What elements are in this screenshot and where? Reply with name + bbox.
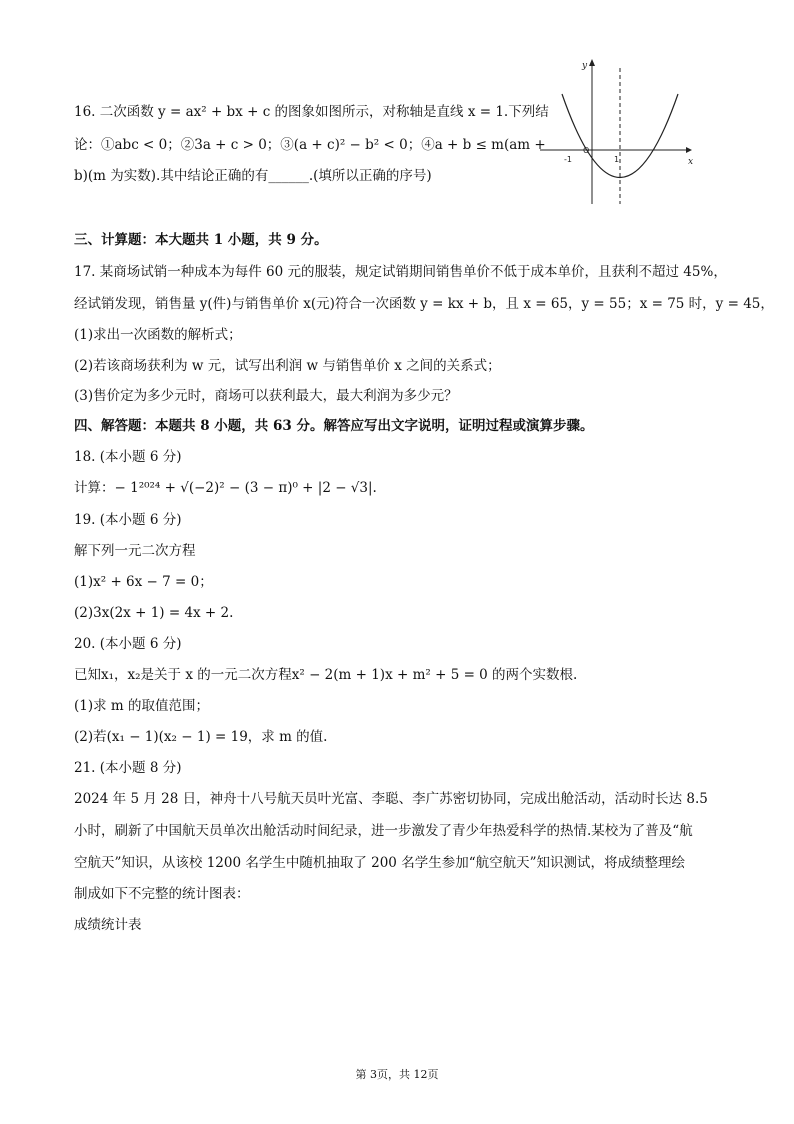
- q21-line-4: 制成如下不完整的统计图表：: [74, 886, 250, 902]
- q17-line-1: 17. 某商场试销一种成本为每件 60 元的服装，规定试销期间销售单价不低于成本单价，且获利不超过 45%，: [74, 264, 727, 280]
- q17-line-3: (1)求出一次函数的解析式；: [74, 327, 242, 343]
- graph-y-label: y: [582, 61, 588, 71]
- graph-x-label: x: [688, 157, 694, 167]
- q20-line-1: 已知x₁，x₂是关于 x 的一元二次方程x² − 2(m + 1)x + m² + 5 = 0 的两个实数根.: [74, 667, 578, 683]
- q20-title: 20. (本小题 6 分): [74, 636, 182, 652]
- q21-title: 21. (本小题 8 分): [74, 760, 182, 776]
- graph-x-arrow: [686, 147, 692, 153]
- q19-title: 19. (本小题 6 分): [74, 512, 182, 528]
- graph-origin: O: [583, 146, 590, 155]
- q20-line-3: (2)若(x₁ − 1)(x₂ − 1) = 19，求 m 的值.: [74, 729, 328, 745]
- q16-line-2: 论：①abc < 0；②3a + c > 0；③(a + c)² − b² < 0；④a + b ≤ m(am +: [74, 137, 546, 153]
- q16-line-1: 16. 二次函数 y = ax² + bx + c 的图象如图所示，对称轴是直线 x = 1.下列结: [74, 104, 549, 120]
- graph-tick-1: 1: [614, 155, 620, 164]
- q18-line-1: 计算：− 1²⁰²⁴ + √(−2)² − (3 − π)⁰ + |2 − √3|.: [74, 480, 377, 496]
- q19-line-3: (2)3x(2x + 1) = 4x + 2.: [74, 605, 234, 621]
- q20-line-2: (1)求 m 的取值范围；: [74, 698, 210, 714]
- q21-line-1: 2024 年 5 月 28 日，神舟十八号航天员叶光富、李聪、李广苏密切协同，完成出舱活动，活动时长达 8.5: [74, 791, 708, 807]
- section-3-heading: 三、计算题：本大题共 1 小题，共 9 分。: [74, 232, 328, 248]
- q21-table-caption: 成绩统计表: [74, 917, 142, 933]
- q17-line-5: (3)售价定为多少元时，商场可以获利最大，最大利润为多少元？: [74, 388, 458, 404]
- q18-title: 18. (本小题 6 分): [74, 449, 182, 465]
- q19-line-2: (1)x² + 6x − 7 = 0；: [74, 574, 213, 590]
- q17-line-2: 经试销发现，销售量 y(件)与销售单价 x(元)符合一次函数 y = kx + b，且 x = 65，y = 55；x = 75 时，y = 45，: [74, 296, 774, 312]
- q19-line-1: 解下列一元二次方程: [74, 543, 196, 559]
- q17-line-4: (2)若该商场获利为 w 元，试写出利润 w 与销售单价 x 之间的关系式；: [74, 358, 501, 374]
- graph-tick-neg1: -1: [564, 155, 572, 164]
- section-4-heading: 四、解答题：本题共 8 小题，共 63 分。解答应写出文字说明，证明过程或演算步骤。: [74, 418, 594, 434]
- q16-line-3: b)(m 为实数).其中结论正确的有______.(填所以正确的序号): [74, 168, 432, 184]
- q21-line-3: 空航天”知识，从该校 1200 名学生中随机抽取了 200 名学生参加“航空航天”知识测试，将成绩整理绘: [74, 855, 685, 871]
- q21-line-2: 小时，刷新了中国航天员单次出舱活动时间纪录，进一步激发了青少年热爱科学的热情.某校为了普及“航: [74, 823, 693, 839]
- graph-y-arrow: [589, 59, 595, 66]
- page-footer: 第 3页，共 12页: [355, 1068, 439, 1081]
- parabola-graph: [540, 56, 700, 206]
